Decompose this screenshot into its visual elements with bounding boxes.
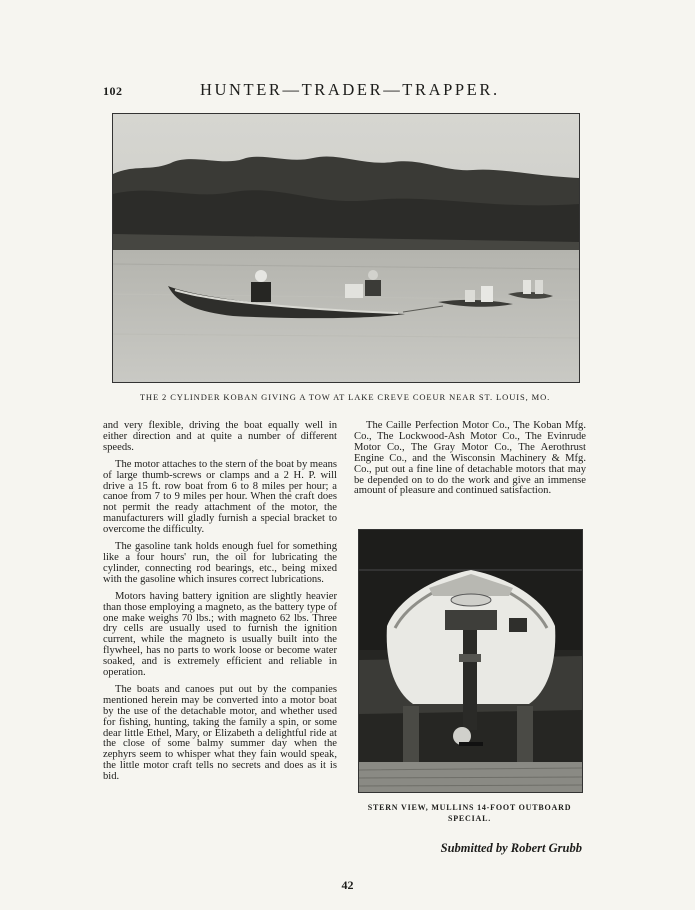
paragraph: The gasoline tank holds enough fuel for something like a four hours' run, the oil for lubricating the cylinder, connecting rod bearings, etc., being mixed with the gasoline which insures correct lubrications.	[103, 541, 337, 585]
photo-caption-side: STERN VIEW, MULLINS 14-FOOT OUTBOARD SPECIAL.	[367, 803, 572, 823]
paragraph: The boats and canoes put out by the companies mentioned herein may be converted into a motor boat by the use of the detachable motor, and whether used for fishing, hunting, taking the family a spin, or some dear little Ethel, Mary, or Elizabeth a delightful ride at the close of some balmy summer day when the zephyrs seem to whisper what they fain would speak, the little motor craft tells no secrets and does as it is bid.	[103, 683, 337, 783]
paragraph: The Caille Perfection Motor Co., The Koban Mfg. Co., The Lockwood-Ash Motor Co., The Evinrude Motor Co., The Gray Motor Co., The Aerothrust Engine Co., and the Wisconsin Machinery & Mfg. Co., put out a fine line of detachable motors that may be depended on to do the work and give an immense amount of pleasure and continued satisfaction.	[354, 420, 586, 497]
photo-boat-tow	[112, 113, 580, 383]
page-number-top: 102	[103, 84, 123, 98]
photo-stern-view	[358, 529, 583, 793]
photo-caption-top: THE 2 CYLINDER KOBAN GIVING A TOW AT LAKE CREVE COEUR NEAR ST. LOUIS, MO.	[139, 392, 551, 402]
signature: Submitted by Robert Grubb	[440, 841, 582, 855]
paragraph: The motor attaches to the stern of the boat by means of large thumb-screws or clamps and a 2 H. P. will drive a 15 ft. row boat from 6 to 8 miles per hour; a canoe from 7 to 9 miles per hour. When the craft does not permit the ready attachment of the motor, the manufacturers will gladly furnish a special bracket to overcome the difficulty.	[103, 458, 337, 536]
paragraph: and very flexible, driving the boat equally well in either direction and at quite a number of different speeds.	[103, 420, 337, 453]
running-title: HUNTER—TRADER—TRAPPER.	[200, 80, 500, 99]
paragraph: Motors having battery ignition are slightly heavier than those employing a magneto, as the battery type of one make weighs 70 lbs.; with magneto 62 lbs. Three dry cells are usually used to furnish the ignition current, while the magneto is usually built into the flywheel, has no parts to work loose or become water soaked, and is extremely efficient and reliable in operation.	[103, 590, 337, 679]
page-number-bottom: 42	[341, 878, 354, 892]
left-column	[103, 421, 337, 789]
right-column	[354, 421, 586, 503]
